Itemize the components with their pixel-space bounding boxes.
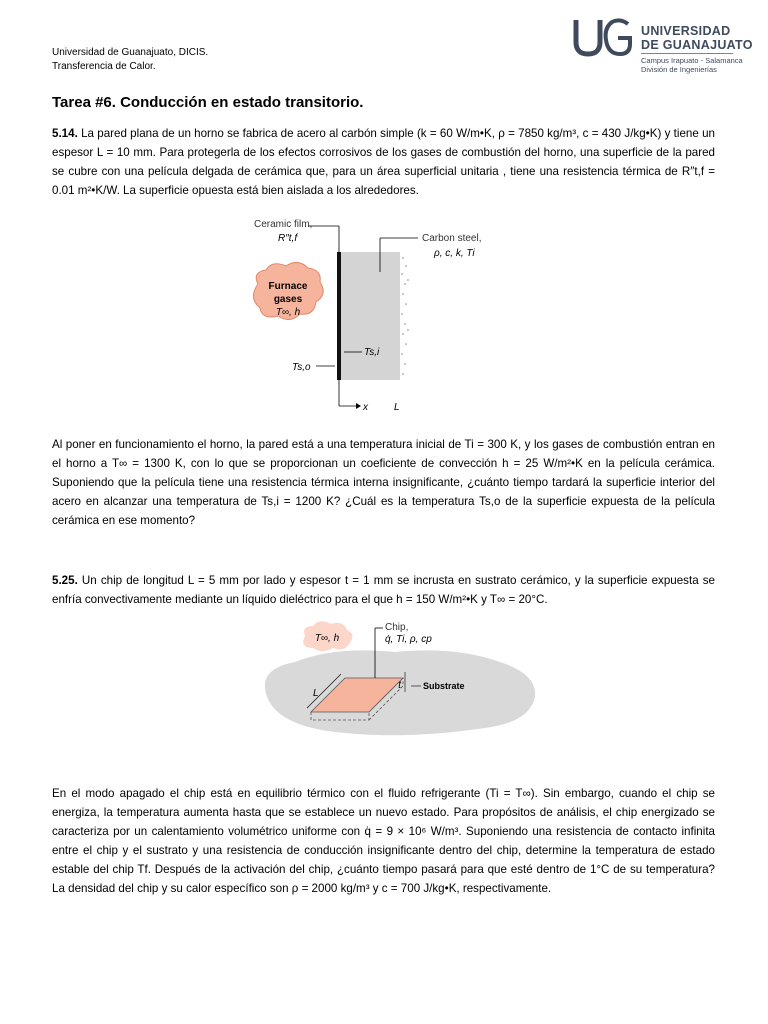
problem-525-continuation xyxy=(52,784,715,898)
chip-l-label: L xyxy=(313,688,319,699)
fluid-props: T∞, h xyxy=(314,633,340,644)
logo-line2: DE GUANAJUATO xyxy=(641,38,753,52)
problem-525-text-b: En el modo apagado el chip está en equilibrio térmico con el fluido refrigerante (Ti = T∞). Sin embargo, cuando el chip se energiza, la temperatura aumenta hasta que se establece un nuevo estado. Para propósitos de análisis, el chip energizado se caracteriza por un calentamiento volumétrico uniforme con q̇ = 9 × 10⁶ W/m³. Suponiendo una resistencia de contacto infinita entre el chip y el sustrato y una resistencia de conducción insignificante dentro del chip, determine la temperatura de estado estable del chip Tf. Después de la activación del chip, ¿cuánto tiempo pasará para que esté dentro de 1°C de su temperatura? La densidad del chip y su calor específico son ρ = 2000 kg/m³ y c = 700 J/kg•K, respectivamente. xyxy=(52,787,715,895)
t-label: t xyxy=(398,680,401,691)
insulation-stipple xyxy=(401,257,409,375)
ceramic-label: Ceramic film, xyxy=(254,219,313,230)
steel-label: Carbon steel, xyxy=(422,233,482,244)
gas-line2: gases xyxy=(273,294,303,305)
substrate-label: Substrate xyxy=(423,681,465,691)
ceramic-film xyxy=(337,252,341,380)
problem-514-continuation xyxy=(52,435,715,530)
problem-514-number: 5.14. xyxy=(52,127,78,140)
logo-title xyxy=(641,24,753,52)
ts-o-label: Ts,o xyxy=(292,362,311,373)
figure-furnace-wall xyxy=(240,214,530,419)
logo-divider xyxy=(641,53,733,54)
logo-sub2: División de Ingenierías xyxy=(641,65,717,74)
chip-label: Chip, xyxy=(385,622,409,633)
logo-sub1: Campus Irapuato - Salamanca xyxy=(641,56,743,65)
steel-slab xyxy=(340,252,400,380)
substrate-region xyxy=(265,650,535,735)
ts-i-label: Ts,i xyxy=(364,347,380,358)
problem-514-text-b: Al poner en funcionamiento el horno, la pared está a una temperatura inicial de Ti = 300 K, y los gases de combustión entran en el horno a T∞ = 1300 K, con lo que se proporcionan un coeficiente de convección h = 25 W/m²•K en la película cerámica. Suponiendo que la película tiene una resistencia térmica interna insignificante, ¿cuánto tiempo tardará la superficie interior del acero en alcanzar una temperatura de Ts,i = 1200 K? ¿Cuál es la temperatura Ts,o de la superficie expuesta de la película cerámica en ese momento? xyxy=(52,438,715,527)
ceramic-symbol: R″t,f xyxy=(278,233,298,244)
course-line: Transferencia de Calor. xyxy=(52,61,156,72)
chip-props: q̇, Ti, ρ, cp xyxy=(385,634,432,645)
page-title: Tarea #6. Conducción en estado transitorio. xyxy=(52,94,364,111)
figure-chip-substrate xyxy=(255,616,545,751)
problem-514-text-a: La pared plana de un horno se fabrica de acero al carbón simple (k = 60 W/m•K, ρ = 7850 kg/m³, c = 430 J/kg•K) y tiene un espesor L = 10 mm. Para protegerla de los efectos corrosivos de los gases de combustión del horno, una superficie de la pared se cubre con una película delgada de cerámica que, para un área superficial unitaria , tiene una resistencia térmica de R″t,f = 0.01 m²•K/W. La superficie opuesta está bien aislada a los alrededores. xyxy=(52,127,715,197)
steel-props: ρ, c, k, Ti xyxy=(434,248,475,259)
problem-525-statement xyxy=(52,571,715,609)
problem-514-statement xyxy=(52,124,715,200)
gas-props: T∞, h xyxy=(275,307,301,318)
problem-525-number: 5.25. xyxy=(52,574,78,587)
university-logo xyxy=(572,18,636,63)
logo-line1: UNIVERSIDAD xyxy=(641,24,731,38)
l-label: L xyxy=(394,402,400,413)
institution-line: Universidad de Guanajuato, DICIS. xyxy=(52,47,209,58)
problem-525-text-a: Un chip de longitud L = 5 mm por lado y espesor t = 1 mm se incrusta en sustrato cerámico, y la superficie expuesta se enfría convectivamente mediante un líquido dieléctrico para el que h = 150 W/m²•K y T∞ = 20°C. xyxy=(52,574,715,606)
ug-logo-icon xyxy=(572,18,636,58)
gas-line1: Furnace xyxy=(268,281,308,292)
logo-subtitle xyxy=(641,56,743,74)
x-axis-label: x xyxy=(363,402,368,413)
